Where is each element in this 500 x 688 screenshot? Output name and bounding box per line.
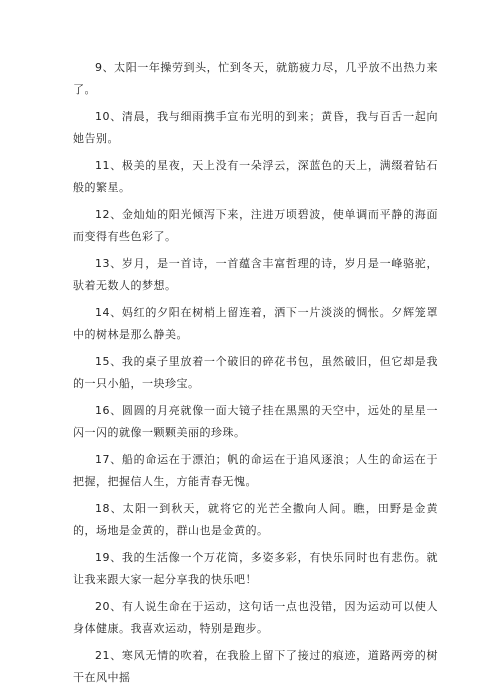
paragraph-9: 9、太阳一年操劳到头，忙到冬天，就筋疲力尽，几乎放不出热力来了。: [73, 61, 438, 96]
paragraph-20: 20、有人说生命在于运动，这句话一点也没错，因为运动可以使人身体健康。我喜欢运动，特别是跑步。: [73, 600, 438, 635]
paragraph-10: 10、清晨，我与细雨携手宣布光明的到来；黄昏，我与百舌一起向她告别。: [73, 110, 438, 145]
paragraph-16: 16、圆圆的月亮就像一面大镜子挂在黑黑的天空中，远处的星星一闪一闪的就像一颗颗美丽的珍珠。: [73, 404, 438, 439]
paragraph-19: 19、我的生活像一个万花筒，多姿多彩，有快乐同时也有悲伤。就让我来跟大家一起分享我的快乐吧！: [73, 551, 438, 586]
paragraph-21: 21、寒风无情的吹着，在我脸上留下了接过的痕迹，道路两旁的树干在风中摇: [73, 649, 438, 684]
document-body: [73, 57, 438, 688]
paragraph-15: 15、我的桌子里放着一个破旧的碎花书包，虽然破旧，但它却是我的一只小船，一块珍宝。: [73, 355, 438, 390]
paragraph-11: 11、极美的星夜，天上没有一朵浮云，深蓝色的天上，满缀着钻石般的繁星。: [73, 159, 438, 194]
paragraph-12: 12、金灿灿的阳光倾泻下来，注进万顷碧波，使单调而平静的海面而变得有些色彩了。: [73, 208, 438, 243]
paragraph-14: 14、妈红的夕阳在树梢上留连着，洒下一片淡淡的惆怅。夕辉笼罩中的树林是那么静美。: [73, 306, 438, 341]
paragraph-18: 18、太阳一到秋天，就将它的光芒全撒向人间。瞧，田野是金黄的，场地是金黄的，群山也是金黄的。: [73, 502, 438, 537]
paragraph-17: 17、船的命运在于漂泊；帆的命运在于追风逐浪；人生的命运在于把握，把握信人生，方能青春无愧。: [73, 453, 438, 488]
paragraph-13: 13、岁月，是一首诗，一首蕴含丰富哲理的诗，岁月是一峰骆驼，驮着无数人的梦想。: [73, 257, 438, 292]
